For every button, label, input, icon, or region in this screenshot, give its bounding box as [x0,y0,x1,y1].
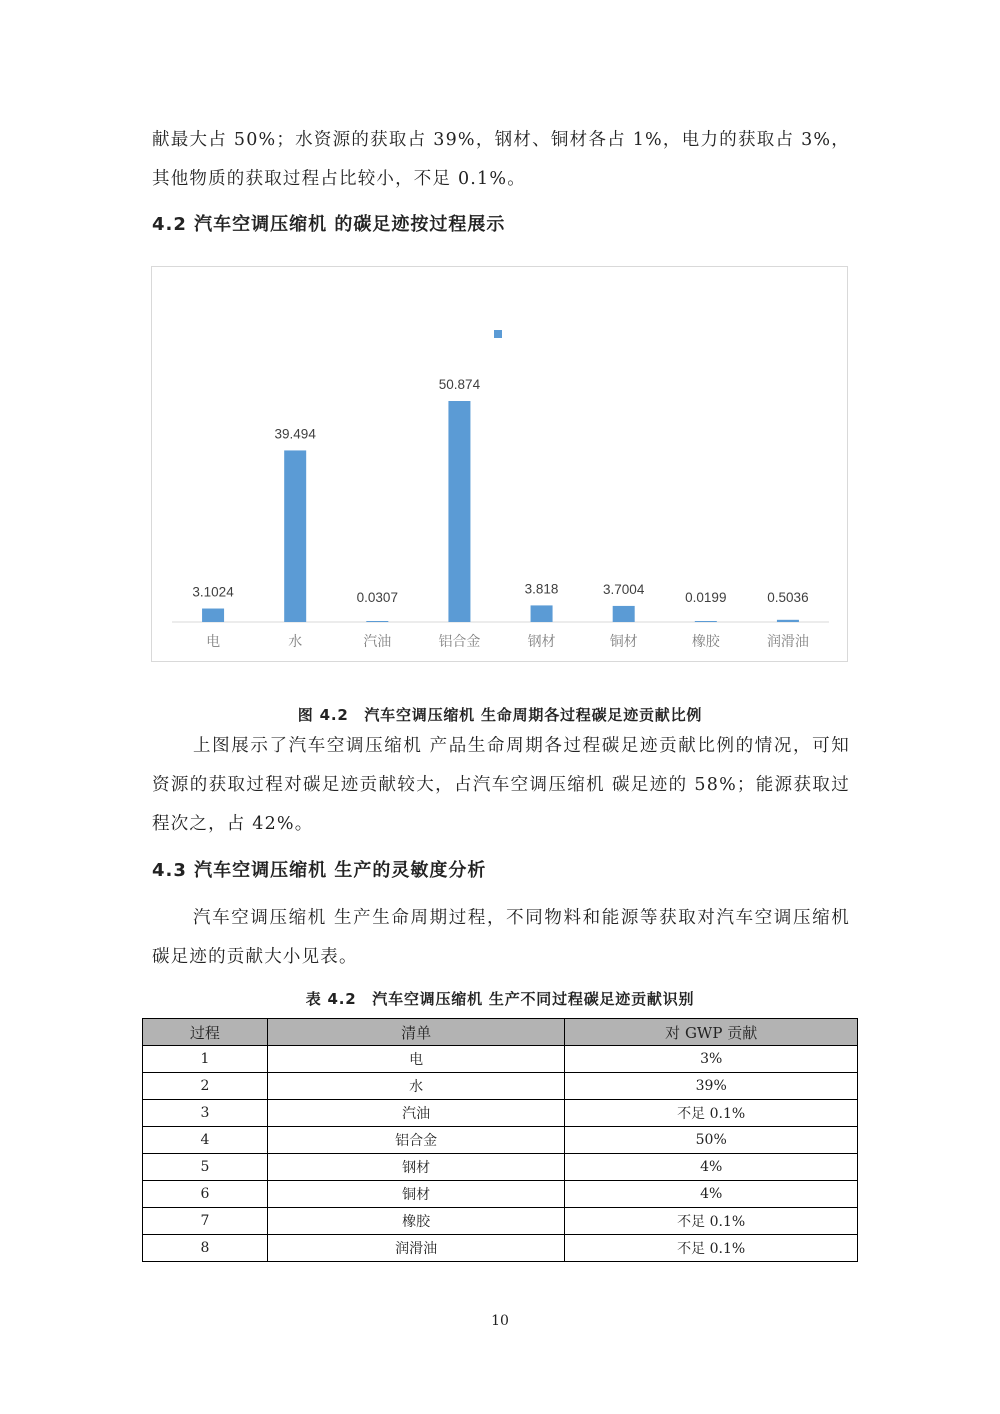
page-number: 10 [491,1313,509,1329]
contribution-table [142,1018,858,1262]
header-inventory: 清单 [267,1019,565,1046]
cell-inventory: 铝合金 [267,1127,565,1154]
cell-gwp: 不足 0.1% [565,1100,858,1127]
category-label-5: 钢材 [527,634,556,650]
cell-process: 5 [143,1154,268,1181]
data-label-4: 50.874 [438,377,481,392]
category-label-3: 汽油 [363,634,392,650]
cell-gwp: 3% [565,1046,858,1073]
chart-svg [152,267,849,663]
data-label-2: 39.494 [274,426,316,442]
cell-process: 1 [143,1046,268,1073]
cell-inventory: 水 [267,1073,565,1100]
category-label-8: 润滑油 [766,634,809,650]
header-gwp: 对 GWP 贡献 [565,1019,858,1046]
cell-inventory: 橡胶 [267,1208,565,1235]
bar-4 [448,401,470,622]
table-caption: 表 4.2 汽车空调压缩机 生产不同过程碳足迹贡献识别 [305,990,695,1008]
cell-inventory: 铜材 [267,1181,565,1208]
table-row [143,1235,858,1262]
bar-8 [777,620,799,622]
table-row [143,1208,858,1235]
category-label-7: 橡胶 [691,634,720,650]
cell-process: 6 [143,1181,268,1208]
data-label-6: 3.7004 [603,581,645,597]
cell-gwp: 39% [565,1073,858,1100]
data-label-3: 0.0307 [356,590,398,605]
cell-inventory: 润滑油 [267,1235,565,1262]
table-row [143,1046,858,1073]
cell-gwp: 不足 0.1% [565,1208,858,1235]
cell-gwp: 不足 0.1% [565,1235,858,1262]
section-heading-4-2: 4.2 汽车空调压缩机 的碳足迹按过程展示 [152,214,506,235]
category-label-2: 水 [288,634,303,650]
table-row [143,1100,858,1127]
cell-process: 8 [143,1235,268,1262]
cell-process: 4 [143,1127,268,1154]
bar-7 [695,621,717,622]
bar-1 [202,609,224,622]
section-heading-4-3: 4.3 汽车空调压缩机 生产的灵敏度分析 [152,860,487,881]
data-label-8: 0.5036 [767,590,809,605]
cell-process: 2 [143,1073,268,1100]
bar-5 [531,605,553,622]
table-row [143,1181,858,1208]
bar-3 [366,621,388,622]
cell-inventory: 钢材 [267,1154,565,1181]
cell-process: 3 [143,1100,268,1127]
cell-gwp: 50% [565,1127,858,1154]
cell-inventory: 汽油 [267,1100,565,1127]
cell-inventory: 电 [267,1046,565,1073]
category-label-4: 铝合金 [438,634,481,650]
table-row [143,1073,858,1100]
data-label-5: 3.818 [524,581,559,597]
bar-chart [151,266,848,662]
bar-2 [284,450,306,622]
table-row [143,1127,858,1154]
cell-gwp: 4% [565,1181,858,1208]
legend-marker [494,330,502,338]
table-header-row [143,1019,858,1046]
cell-gwp: 4% [565,1154,858,1181]
sensitivity-paragraph: 汽车空调压缩机 生产生命周期过程，不同物料和能源等获取对汽车空调压缩机 碳足迹的贡献大小见表。 [152,908,850,967]
figure-description-paragraph: 上图展示了汽车空调压缩机 产品生命周期各过程碳足迹贡献比例的情况，可知资源的获取过程对碳足迹贡献较大，占汽车空调压缩机 碳足迹的 58%；能源获取过程次之，占 42%。 [152,736,850,834]
data-label-1: 3.1024 [192,584,234,600]
continued-paragraph: 献最大占 50%；水资源的获取占 39%，钢材、铜材各占 1%，电力的获取占 3%，其他物质的获取过程占比较小，不足 0.1%。 [152,130,850,189]
header-process: 过程 [143,1019,268,1046]
cell-process: 7 [143,1208,268,1235]
bar-6 [613,606,635,622]
category-label-6: 铜材 [609,634,638,650]
table-row [143,1154,858,1181]
data-label-7: 0.0199 [685,590,727,605]
figure-caption: 图 4.2 汽车空调压缩机 生命周期各过程碳足迹贡献比例 [297,706,703,724]
category-label-1: 电 [206,634,221,650]
